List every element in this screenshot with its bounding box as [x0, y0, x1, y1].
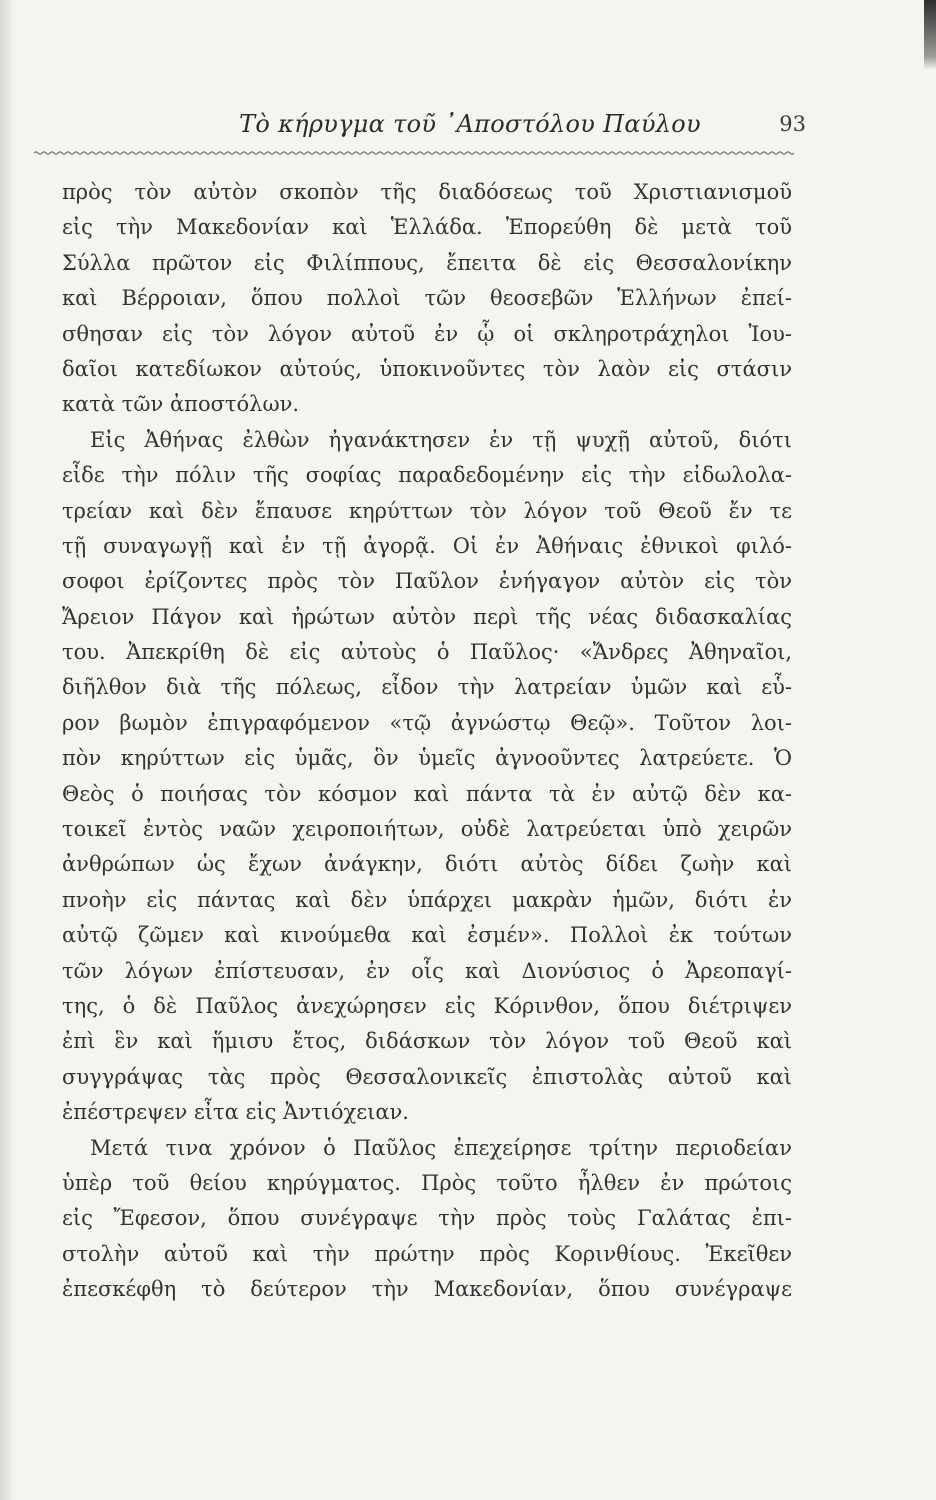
text-line: τῇ συναγωγῇ καὶ ἐν τῇ ἀγορᾷ. Οἱ ἐν Ἀθήναις ἐθνικοὶ φιλό- [62, 533, 792, 558]
scan-corner-mark [924, 0, 936, 70]
text-line: Εἰς Ἀθήνας ἐλθὼν ἠγανάκτησεν ἐν τῇ ψυχῇ αὐτοῦ, διότι [90, 427, 792, 452]
text-line: σοφοι ἐρίζοντες πρὸς τὸν Παῦλον ἐνήγαγον αὐτὸν εἰς τὸν [62, 569, 792, 594]
text-line: Ἄρειον Πάγον καὶ ἠρώτων αὐτὸν περὶ τῆς νέας διδασκαλίας [62, 604, 792, 629]
text-line: καὶ Βέρροιαν, ὅπου πολλοὶ τῶν θεοσεβῶν Ἑλλήνων ἐπεί- [62, 286, 792, 311]
text-line: τοικεῖ ἐντὸς ναῶν χειροποιήτων, οὐδὲ λατρεύεται ὑπὸ χειρῶν [62, 817, 792, 842]
text-line: αὐτῷ ζῶμεν καὶ κινούμεθα καὶ ἐσμέν». Πολλοὶ ἐκ τούτων [62, 923, 792, 948]
text-line: Θεὸς ὁ ποιήσας τὸν κόσμον καὶ πάντα τὰ ἐν αὐτῷ δὲν κα- [62, 781, 792, 806]
text-line: ἐπὶ ἓν καὶ ἥμισυ ἔτος, διδάσκων τὸν λόγον τοῦ Θεοῦ καὶ [62, 1029, 792, 1054]
text-line: στολὴν αὐτοῦ καὶ τὴν πρώτην πρὸς Κορινθίους. Ἐκεῖθεν [62, 1241, 792, 1266]
text-line: Μετά τινα χρόνον ὁ Παῦλος ἐπεχείρησε τρίτην περιοδείαν [90, 1135, 792, 1160]
text-line: ἐπέστρεψεν εἶτα εἰς Ἀντιόχειαν. [62, 1100, 409, 1125]
page-header [140, 110, 806, 150]
page-number: 93 [779, 112, 806, 136]
text-line: Σύλλα πρῶτον εἰς Φιλίππους, ἔπειτα δὲ εἰς Θεσσαλονίκην [62, 250, 792, 275]
text-line: σθησαν εἰς τὸν λόγον αὐτοῦ ἐν ᾧ οἱ σκληροτράχηλοι Ἰου- [62, 321, 792, 346]
binding-shadow [0, 0, 14, 1500]
text-line: διῆλθον διὰ τῆς πόλεως, εἶδον τὴν λατρείαν ὑμῶν καὶ εὗ- [62, 675, 792, 700]
text-line: πνοὴν εἰς πάντας καὶ δὲν ὑπάρχει μακρὰν ἡμῶν, διότι ἐν [62, 887, 792, 912]
text-line: του. Ἀπεκρίθη δὲ εἰς αὐτοὺς ὁ Παῦλος· «Ἄνδρες Ἀθηναῖοι, [62, 640, 792, 665]
text-line: ἀνθρώπων ὡς ἔχων ἀνάγκην, διότι αὐτὸς δίδει ζωὴν καὶ [62, 852, 792, 877]
text-line: ὑπὲρ τοῦ θείου κηρύγματος. Πρὸς τοῦτο ἦλθεν ἐν πρώτοις [62, 1170, 792, 1195]
text-line: συγγράψας τὰς πρὸς Θεσσαλονικεῖς ἐπιστολὰς αὐτοῦ καὶ [62, 1064, 792, 1089]
text-line: εἶδε τὴν πόλιν τῆς σοφίας παραδεδομένην εἰς τὴν εἰδωλολα- [62, 463, 792, 488]
text-line: πρὸς τὸν αὐτὸν σκοπὸν τῆς διαδόσεως τοῦ Χριστιανισμοῦ [62, 180, 792, 204]
text-line: κατὰ τῶν ἀποστόλων. [62, 392, 300, 417]
text-line: ρον βωμὸν ἐπιγραφόμενον «τῷ ἀγνώστῳ Θεῷ». Τοῦτον λοι- [62, 710, 792, 735]
text-line: εἰς Ἔφεσον, ὅπου συνέγραψε τὴν πρὸς τοὺς Γαλάτας ἐπι- [62, 1206, 792, 1231]
running-title: Τὸ κήρυγμα τοῦ ᾿Αποστόλου Παύλου [239, 110, 701, 138]
text-line: ἐπεσκέφθη τὸ δεύτερον τὴν Μακεδονίαν, ὅπου συνέγραψε [62, 1277, 792, 1302]
text-line: δαῖοι κατεδίωκον αὐτούς, ὑποκινοῦντες τὸν λαὸν εἰς στάσιν [62, 356, 792, 381]
text-line: εἰς τὴν Μακεδονίαν καὶ Ἑλλάδα. Ἐπορεύθη δὲ μετὰ τοῦ [62, 215, 792, 240]
text-line: τρείαν καὶ δὲν ἔπαυσε κηρύττων τὸν λόγον τοῦ Θεοῦ ἔν τε [62, 498, 792, 523]
header-wavy-rule [34, 148, 794, 158]
body-text [62, 175, 792, 1308]
text-line: πὸν κηρύττων εἰς ὑμᾶς, ὃν ὑμεῖς ἀγνοοῦντες λατρεύετε. Ὁ [62, 746, 792, 771]
text-line: της, ὁ δὲ Παῦλος ἀνεχώρησεν εἰς Κόρινθον, ὅπου διέτριψεν [62, 993, 792, 1018]
text-line: τῶν λόγων ἐπίστευσαν, ἐν οἷς καὶ Διονύσιος ὁ Ἀρεοπαγί- [62, 958, 792, 983]
